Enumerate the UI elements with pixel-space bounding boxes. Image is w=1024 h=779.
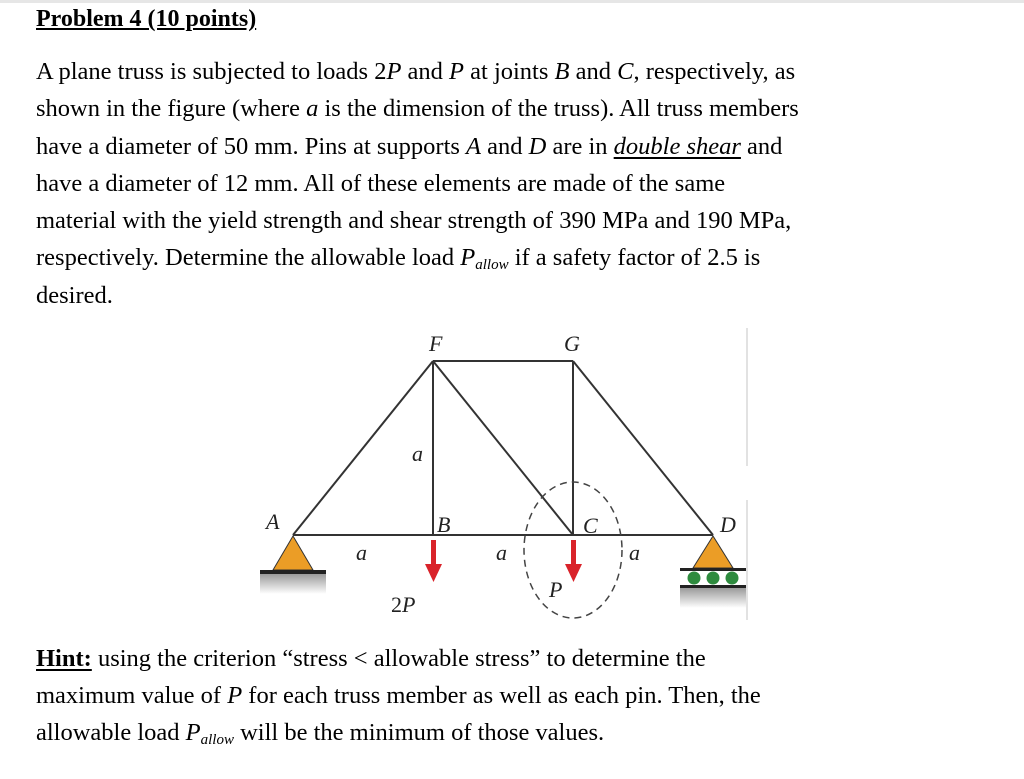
roller-support-d	[680, 536, 746, 608]
statement-line-3: have a diameter of 50 mm. Pins at supports A and D are in double shear and	[36, 132, 783, 160]
roller-wheel	[707, 572, 720, 585]
joint-label-b: B	[437, 512, 451, 537]
hint-line-2: maximum value of P for each truss member as well as each pin. Then, the	[36, 682, 761, 709]
statement-line-6: respectively. Determine the allowable load $P_{allow}$ if a safety factor of 2.5 is	[36, 244, 761, 274]
statement-line-1: A plane truss is subjected to loads 2P and P at joints B and C, respectively, as	[36, 58, 796, 85]
joint-label-a: A	[266, 509, 280, 534]
hint-label: Hint:	[36, 645, 92, 672]
pin-support-a	[260, 536, 326, 594]
member-GD	[573, 361, 713, 535]
dimension-label-bc: a	[496, 540, 507, 565]
joint-label-g: G	[564, 331, 580, 356]
joint-label-f: F	[429, 331, 443, 356]
top-divider	[0, 0, 1024, 3]
joint-label-c: C	[583, 513, 598, 538]
truss-members	[293, 361, 713, 535]
problem-statement	[36, 53, 996, 314]
member-FC	[433, 361, 573, 535]
load-label-2p: 2P	[391, 592, 416, 617]
statement-line-7: desired.	[36, 281, 113, 309]
dimension-label-cd: a	[629, 540, 640, 565]
hint-line-3: allowable load $P_{allow}$ will be the minimum of those values.	[36, 719, 605, 748]
truss-diagram	[250, 320, 770, 625]
dimension-label-ab: a	[356, 540, 367, 565]
load-label-p: P	[549, 577, 563, 602]
roller-wheel	[688, 572, 701, 585]
truss-figure	[250, 320, 770, 625]
double-shear-emphasis: double shear	[613, 132, 741, 160]
statement-line-5: material with the yield strength and shear strength of 390 MPa and 190 MPa,	[36, 207, 792, 235]
load-arrow-p	[565, 540, 582, 582]
joint-label-d: D	[720, 512, 736, 537]
problem-title: Problem 4 (10 points)	[36, 6, 257, 32]
load-arrow-2p	[425, 540, 442, 582]
dimension-label-fb: a	[412, 441, 423, 466]
statement-line-4: have a diameter of 12 mm. All of these elements are made of the same	[36, 169, 726, 197]
statement-line-2: shown in the figure (where a is the dimension of the truss). All truss members	[36, 95, 799, 123]
hint-line-1: Hint: using the criterion “stress < allowable stress” to determine the	[36, 645, 706, 672]
hint-block	[36, 640, 996, 751]
roller-wheel	[726, 572, 739, 585]
